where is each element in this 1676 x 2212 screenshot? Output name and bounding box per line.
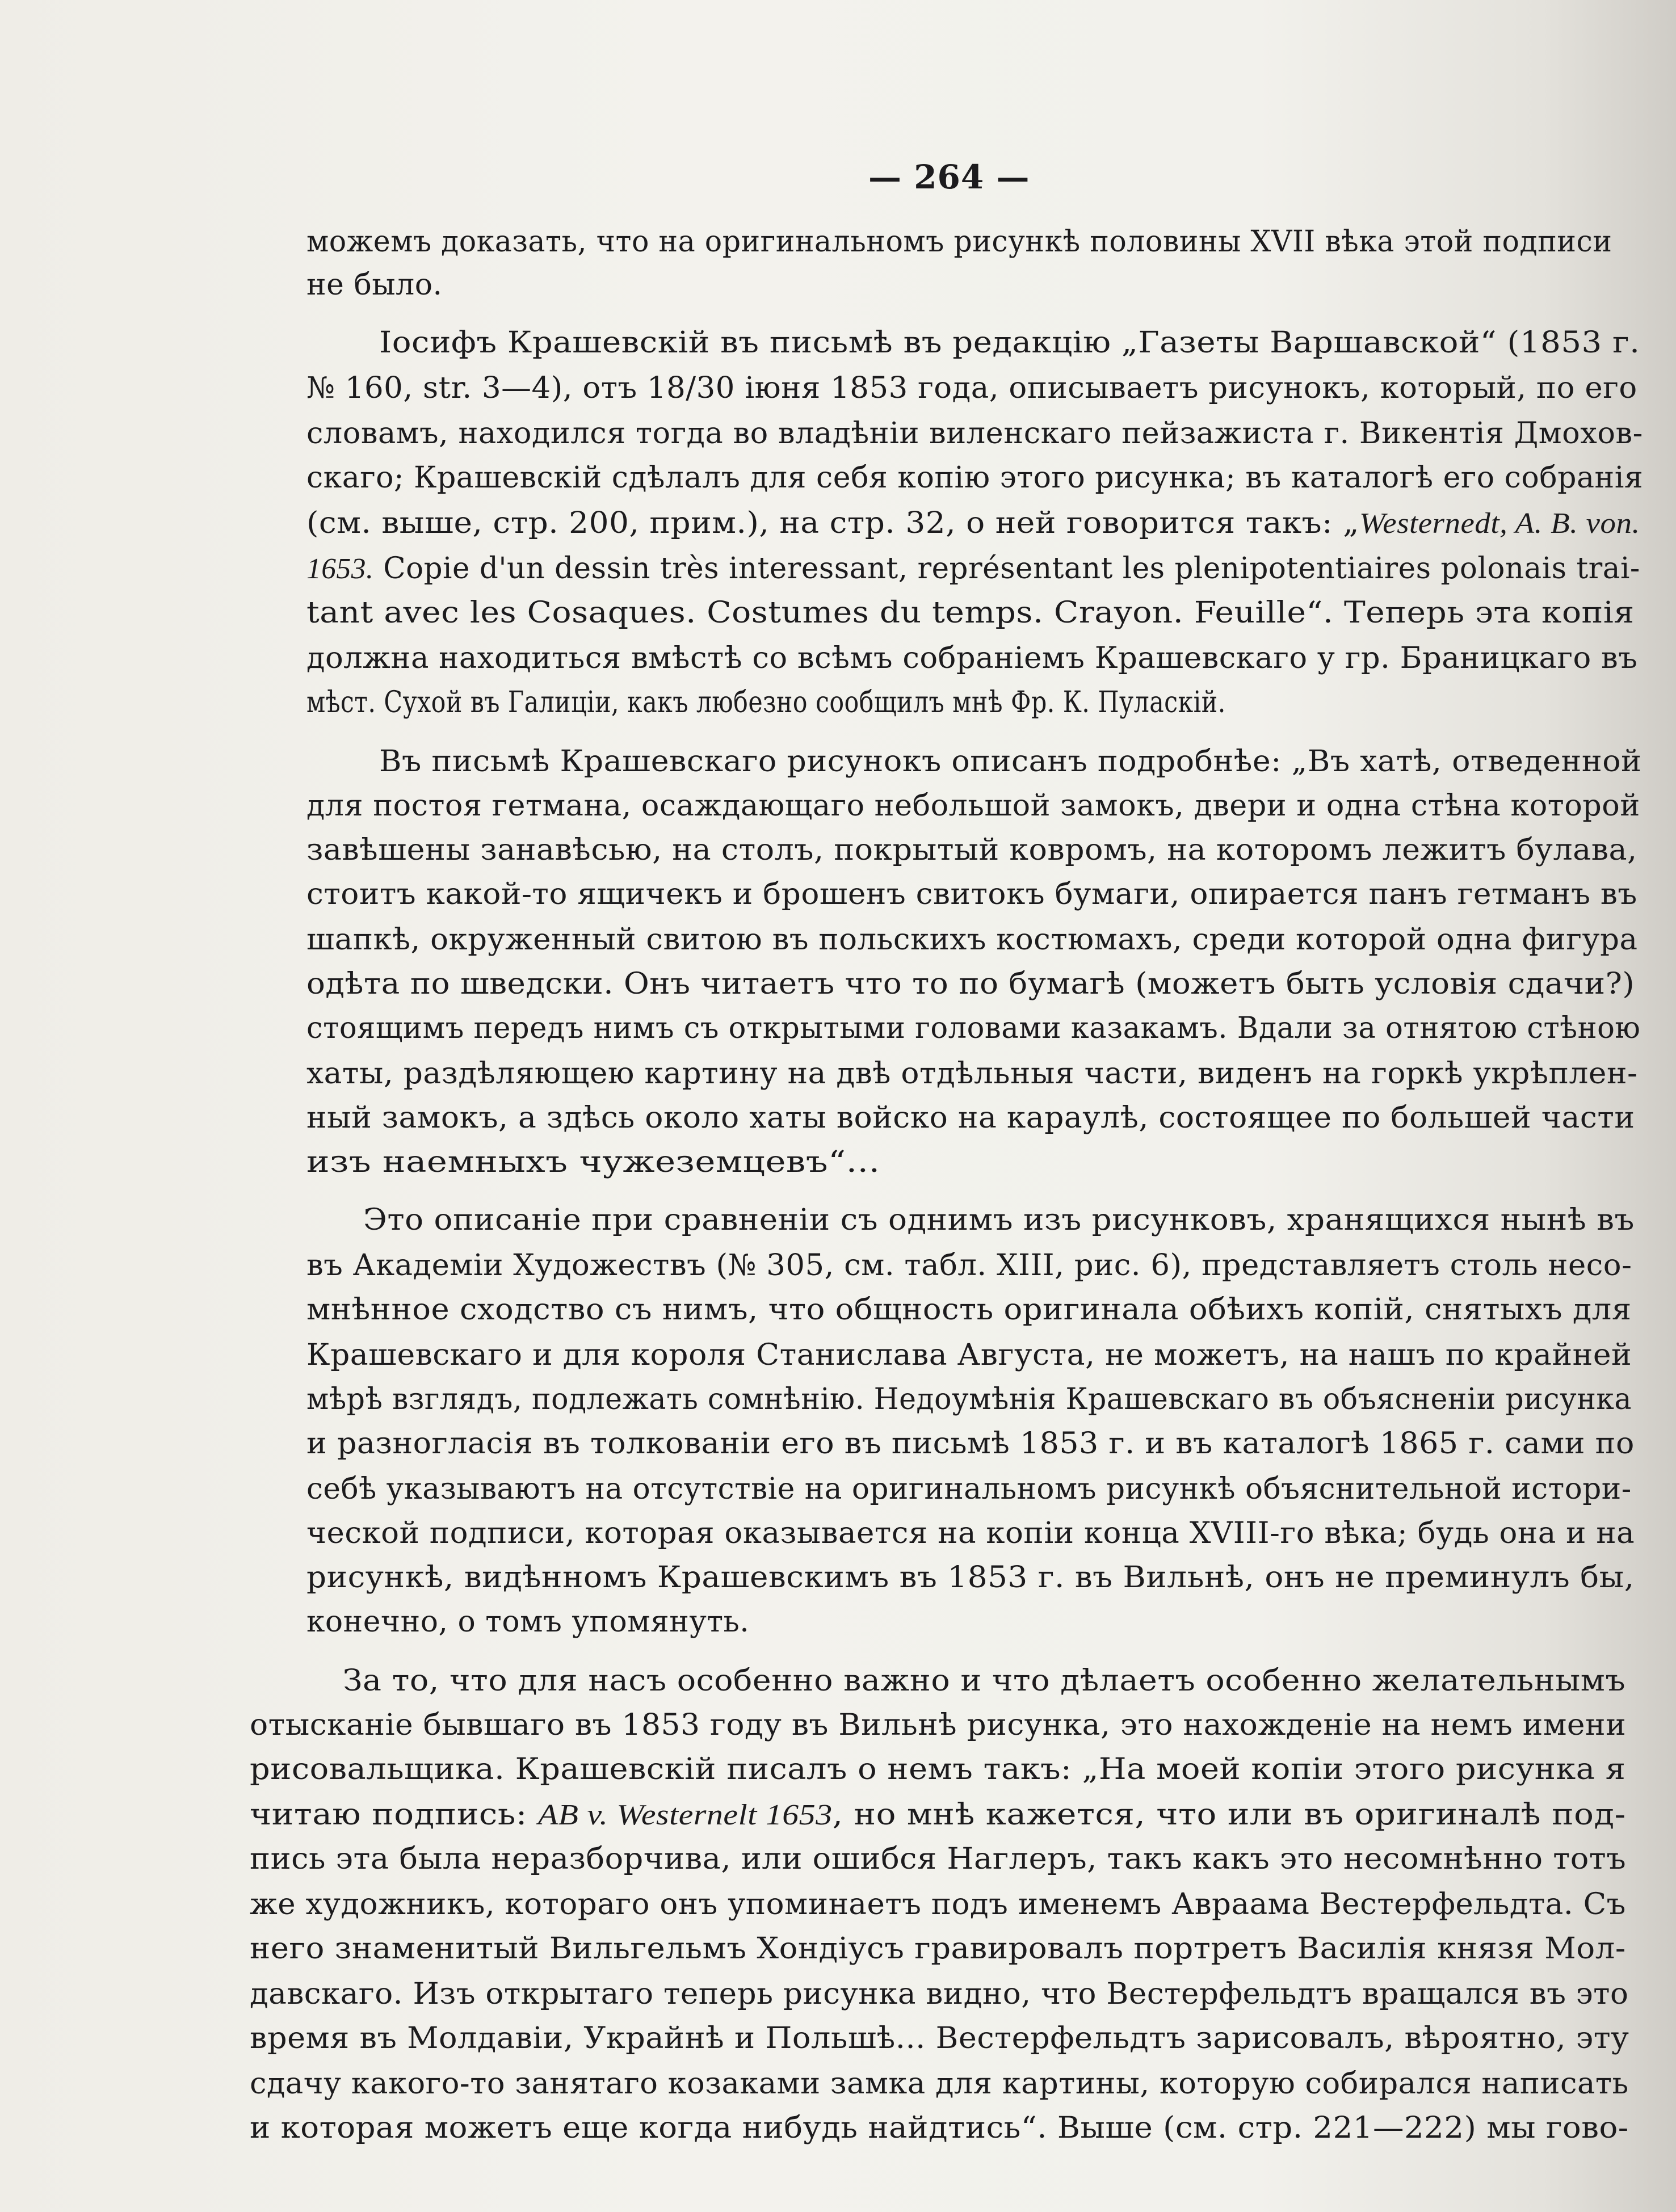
text-line: Крашевскаго и для короля Станислава Августа, не можетъ, на нашъ по крайней: [306, 1338, 1632, 1372]
text-line: хаты, раздѣляющею картину на двѣ отдѣльныя части, виденъ на горкѣ укрѣплен-: [306, 1057, 1638, 1091]
text-line: же художникъ, котораго онъ упоминаетъ подъ именемъ Авраама Вестерфельдта. Съ: [250, 1887, 1626, 1921]
text-line: можемъ доказать, что на оригинальномъ рисункѣ половины XVII вѣка этой подписи: [306, 225, 1612, 259]
text-line: для постоя гетмана, осаждающаго небольшой замокъ, двери и одна стѣна которой: [306, 789, 1640, 823]
text-line: мѣст. Сухой въ Галиціи, какъ любезно сообщилъ мнѣ Фр. К. Пуласкій.: [306, 686, 1226, 720]
text-line: Іосифъ Крашевскій въ письмѣ въ редакцію „Газеты Варшавской“ (1853 г.: [379, 326, 1640, 360]
text-line: и которая можетъ еще когда нибудь найдтись“. Выше (см. стр. 221—222) мы гово-: [250, 2111, 1629, 2145]
text-line: мѣрѣ взглядъ, подлежать сомнѣнію. Недоумѣнія Крашевскаго въ объясненіи рисунка: [306, 1382, 1632, 1416]
text-line: время въ Молдавіи, Украйнѣ и Польшѣ... Вестерфельдтъ зарисовалъ, вѣроятно, эту: [250, 2021, 1629, 2055]
text-line: Это описаніе при сравненіи съ однимъ изъ рисунковъ, хранящихся нынѣ въ: [363, 1203, 1635, 1237]
text-line: ный замокъ, а здѣсь около хаты войско на караулѣ, состоящее по большей части: [306, 1101, 1635, 1135]
text-line: не было.: [306, 268, 443, 302]
text-line: пись эта была неразборчива, или ошибся Наглеръ, такъ какъ это несомнѣнно тотъ: [250, 1842, 1627, 1876]
text-line: стоящимъ передъ нимъ съ открытыми головами казакамъ. Вдали за отнятою стѣною: [306, 1011, 1641, 1045]
text-line: За то, что для насъ особенно важно и что дѣлаетъ особенно желательнымъ: [343, 1664, 1626, 1698]
text-line: должна находиться вмѣстѣ со всѣмъ собраніемъ Крашевскаго у гр. Браницкаго въ: [306, 641, 1638, 675]
text-line: и разногласія въ толкованіи его въ письмѣ 1853 г. и въ каталогѣ 1865 г. сами по: [306, 1427, 1635, 1461]
text-line: него знаменитый Вильгельмъ Хондіусъ гравировалъ портретъ Василія князя Мол-: [250, 1932, 1626, 1966]
text-line: ческой подписи, которая оказывается на копіи конца XVIII-го вѣка; будь она и на: [306, 1516, 1635, 1550]
page-number: — 264 —: [868, 158, 1030, 196]
text-line: одѣта по шведски. Онъ читаетъ что то по бумагѣ (можетъ быть условія сдачи?): [306, 967, 1635, 1001]
text-line: отысканіе бывшаго въ 1853 году въ Вильнѣ рисунка, это нахожденіе на немъ имени: [250, 1708, 1627, 1742]
text-line: давскаго. Изъ открытаго теперь рисунка видно, что Вестерфельдтъ вращался въ это: [250, 1977, 1629, 2011]
text-line: № 160, str. 3—4), отъ 18/30 іюня 1853 года, описываетъ рисунокъ, который, по его: [306, 371, 1637, 405]
text-line: рисункѣ, видѣнномъ Крашевскимъ въ 1853 г. въ Вильнѣ, онъ не преминулъ бы,: [306, 1561, 1635, 1595]
text-line: стоитъ какой-то ящичекъ и брошенъ свитокъ бумаги, опирается панъ гетманъ въ: [306, 877, 1637, 911]
text-line: (см. выше, стр. 200, прим.), на стр. 32, о ней говорится такъ: „Westernedt, A. B. von.: [306, 506, 1640, 540]
text-line: Въ письмѣ Крашевскаго рисунокъ описанъ подробнѣе: „Въ хатѣ, отведенной: [379, 745, 1642, 779]
text-line: мнѣнное сходство съ нимъ, что общность оригинала обѣихъ копій, снятыхъ для: [306, 1293, 1632, 1327]
text-line: 1653. Copie d'un dessin très interessant, représentant les plenipotentiaires polonais trai-: [306, 552, 1640, 586]
text-line: tant avec les Cosaques. Costumes du temps. Crayon. Feuille“. Теперь эта копія: [306, 596, 1635, 630]
text-line: въ Академіи Художествъ (№ 305, см. табл. XIII, рис. 6), представляетъ столь несо-: [306, 1248, 1632, 1282]
text-line: шапкѣ, окруженный свитою въ польскихъ костюмахъ, среди которой одна фигура: [306, 923, 1638, 957]
text-line: сдачу какого-то занятаго козаками замка для картины, которую собирался написать: [250, 2067, 1629, 2101]
text-line: скаго; Крашевскій сдѣлалъ для себя копію этого рисунка; въ каталогѣ его собранія: [306, 461, 1644, 495]
text-line: рисовальщика. Крашевскій писалъ о немъ такъ: „На моей копіи этого рисунка я: [250, 1752, 1626, 1786]
text-line: изъ наемныхъ чужеземцевъ“...: [306, 1145, 880, 1179]
text-line: читаю подпись: AB v. Westernelt 1653, но мнѣ кажется, что или въ оригиналѣ под-: [250, 1798, 1626, 1832]
text-line: словамъ, находился тогда во владѣніи виленскаго пейзажиста г. Викентія Дмохов-: [306, 417, 1643, 451]
text-line: себѣ указываютъ на отсутствіе на оригинальномъ рисункѣ объяснительной истори-: [306, 1472, 1632, 1506]
text-line: конечно, о томъ упомянуть.: [306, 1605, 750, 1639]
text-line: завѣшены занавѣсью, на столъ, покрытый ковромъ, на которомъ лежитъ булава,: [306, 833, 1637, 867]
